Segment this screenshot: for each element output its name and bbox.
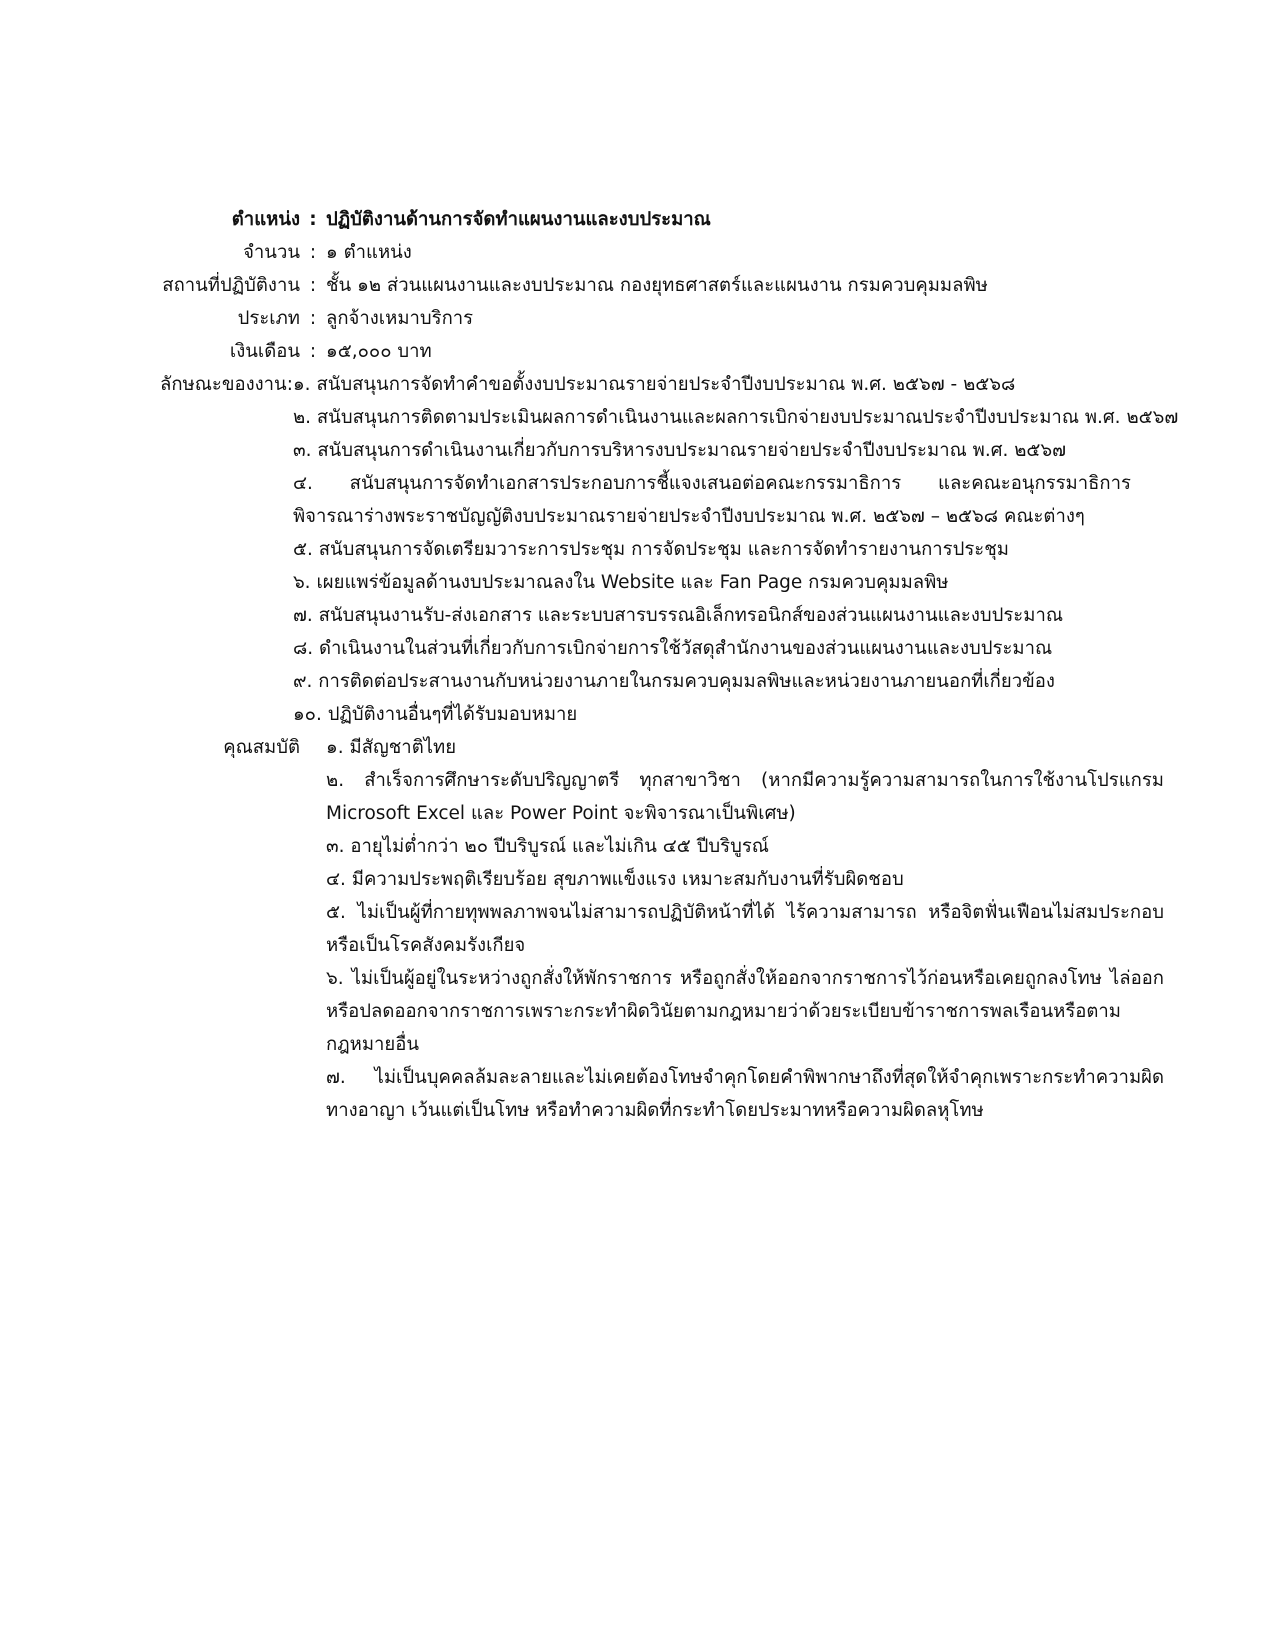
salary-label: เงินเดือน bbox=[229, 341, 300, 362]
count-row bbox=[160, 236, 1170, 269]
count-label: จำนวน bbox=[243, 242, 300, 263]
duties-row bbox=[160, 368, 1179, 731]
duty-item: ๖. เผยแพร่ข้อมูลด้านงบประมาณลงใน Website และ Fan Page กรมควบคุมมลพิษ bbox=[292, 572, 949, 593]
duty-item: ๑. สนับสนุนการจัดทำคำขอตั้งงบประมาณรายจ่ายประจำปีงบประมาณ พ.ศ. ๒๕๖๗ - ๒๕๖๘ bbox=[292, 374, 1016, 395]
location-value: ชั้น ๑๒ ส่วนแผนงานและงบประมาณ กองยุทธศาสตร์และแผนงาน กรมควบคุมมลพิษ bbox=[326, 275, 988, 296]
count-colon: : bbox=[309, 242, 317, 263]
location-row bbox=[160, 269, 1170, 302]
duties-colon: : bbox=[286, 374, 293, 395]
qualification-item: ๓. อายุไม่ต่ำกว่า ๒๐ ปีบริบูรณ์ และไม่เกิน ๔๕ ปีบริบูรณ์ bbox=[326, 836, 769, 857]
type-value: ลูกจ้างเหมาบริการ bbox=[326, 308, 474, 329]
duty-item: ๙. การติดต่อประสานงานกับหน่วยงานภายในกรมควบคุมมลพิษและหน่วยงานภายนอกที่เกี่ยวข้อง bbox=[292, 671, 1055, 692]
duty-item: ๗. สนับสนุนงานรับ-ส่งเอกสาร และระบบสารบรรณอิเล็กทรอนิกส์ของส่วนแผนงานและงบประมาณ bbox=[292, 605, 1063, 626]
duties-list bbox=[293, 368, 1178, 731]
position-colon: : bbox=[309, 209, 317, 230]
salary-colon: : bbox=[309, 341, 317, 362]
type-label: ประเภท bbox=[237, 308, 300, 329]
duty-item: ๓. สนับสนุนการดำเนินงานเกี่ยวกับการบริหารงบประมาณรายจ่ายประจำปีงบประมาณ พ.ศ. ๒๕๖๗ bbox=[292, 440, 1067, 461]
location-label: สถานที่ปฏิบัติงาน bbox=[162, 275, 300, 296]
qualification-item: ๔. มีความประพฤติเรียบร้อย สุขภาพแข็งแรง เหมาะสมกับงานที่รับผิดชอบ bbox=[326, 869, 904, 890]
count-value: ๑ ตำแหน่ง bbox=[326, 242, 412, 263]
qualifications-row bbox=[160, 731, 1170, 1127]
qualification-item: ๖. ไม่เป็นผู้อยู่ในระหว่างถูกสั่งให้พักราชการ หรือถูกสั่งให้ออกจากราชการไว้ก่อนหรือเคยถูกลงโทษ ไล่ออกหรือปลดออกจากราชการเพราะกระทำผิดวินัยตามกฎหมายว่าด้วยระเบียบข้าราชการพลเรือนหรือตามกฎหมายอื่น bbox=[326, 968, 1164, 1055]
duties-label: ลักษณะของงาน bbox=[160, 374, 287, 395]
type-row bbox=[160, 302, 1170, 335]
position-value: ปฏิบัติงานด้านการจัดทำแผนงานและงบประมาณ bbox=[326, 209, 711, 230]
qualification-item: ๕. ไม่เป็นผู้ที่กายทุพพลภาพจนไม่สามารถปฏิบัติหน้าที่ได้ ไร้ความสามารถ หรือจิตฟั่นเฟือนไม่สมประกอบหรือเป็นโรคสังคมรังเกียจ bbox=[326, 902, 1164, 956]
qualifications-list bbox=[326, 731, 1170, 1127]
duty-item: ๕. สนับสนุนการจัดเตรียมวาระการประชุม การจัดประชุม และการจัดทำรายงานการประชุม bbox=[292, 539, 1009, 560]
position-row bbox=[160, 203, 1170, 236]
job-announcement bbox=[160, 203, 1179, 1127]
qualification-item: ๗. ไม่เป็นบุคคลล้มละลายและไม่เคยต้องโทษจำคุกโดยคำพิพากษาถึงที่สุดให้จำคุกเพราะกระทำความผิดทางอาญา เว้นแต่เป็นโทษ หรือทำความผิดที่กระทำโดยประมาทหรือความผิดลหุโทษ bbox=[326, 1067, 1164, 1121]
qualifications-label: คุณสมบัติ bbox=[223, 737, 300, 758]
duty-item: ๑๐. ปฏิบัติงานอื่นๆที่ได้รับมอบหมาย bbox=[292, 704, 578, 725]
duty-item: ๘. ดำเนินงานในส่วนที่เกี่ยวกับการเบิกจ่ายการใช้วัสดุสำนักงานของส่วนแผนงานและงบประมาณ bbox=[292, 638, 1053, 659]
qualification-item: ๑. มีสัญชาติไทย bbox=[326, 737, 457, 758]
type-colon: : bbox=[309, 308, 317, 329]
location-colon: : bbox=[309, 275, 317, 296]
qualification-item: ๒. สำเร็จการศึกษาระดับปริญญาตรี ทุกสาขาวิชา (หากมีความรู้ความสามารถในการใช้งานโปรแกรม Microsoft Excel และ Power Point จะพิจารณาเป็นพิเศษ) bbox=[326, 770, 1164, 824]
salary-value: ๑๕,๐๐๐ บาท bbox=[326, 341, 432, 362]
salary-row bbox=[160, 335, 1170, 368]
duty-item: ๒. สนับสนุนการติดตามประเมินผลการดำเนินงานและผลการเบิกจ่ายงบประมาณประจำปีงบประมาณ พ.ศ. ๒๕๖๗ bbox=[292, 407, 1179, 428]
duty-item: ๔. สนับสนุนการจัดทำเอกสารประกอบการชี้แจงเสนอต่อคณะกรรมาธิการ และคณะอนุกรรมาธิการ พิจารณาร่างพระราชบัญญัติงบประมาณรายจ่ายประจำปีงบประมาณ พ.ศ. ๒๕๖๗ – ๒๕๖๘ คณะต่างๆ bbox=[292, 473, 1131, 527]
position-label: ตำแหน่ง bbox=[231, 209, 300, 230]
